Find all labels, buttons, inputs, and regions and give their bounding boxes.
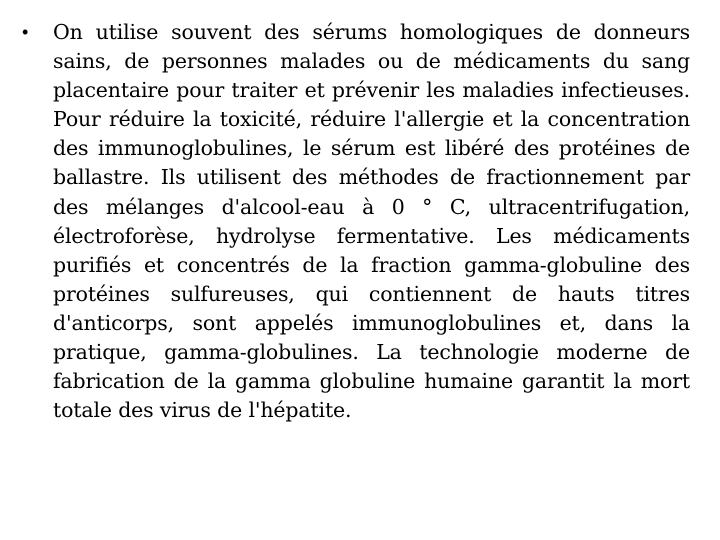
bullet-item — [22, 18, 690, 425]
bullet-text: On utilise souvent des sérums homologiques de donneurs sains, de personnes malades ou de médicaments du sang placentaire pour traiter et prévenir les maladies infectieuses. Pour réduire la toxicité, réduire l'allergie et la concentration des immunoglobulines, le sérum est libéré des protéines de ballastre. Ils utilisent des méthodes de fractionnement par des mélanges d'alcool-eau à 0 ° C, ultracentrifugation, électroforèse, hydrolyse fermentative. Les médicaments purifiés et concentrés de la fraction gamma-globuline des protéines sulfureuses, qui contiennent de hauts titres d'anticorps, sont appelés immunoglobulines et, dans la pratique, gamma-globulines. La technologie moderne de fabrication de la gamma globuline humaine garantit la mort totale des virus de l'hépatite. — [53, 20, 690, 423]
bullet-marker-icon: • — [22, 22, 29, 42]
